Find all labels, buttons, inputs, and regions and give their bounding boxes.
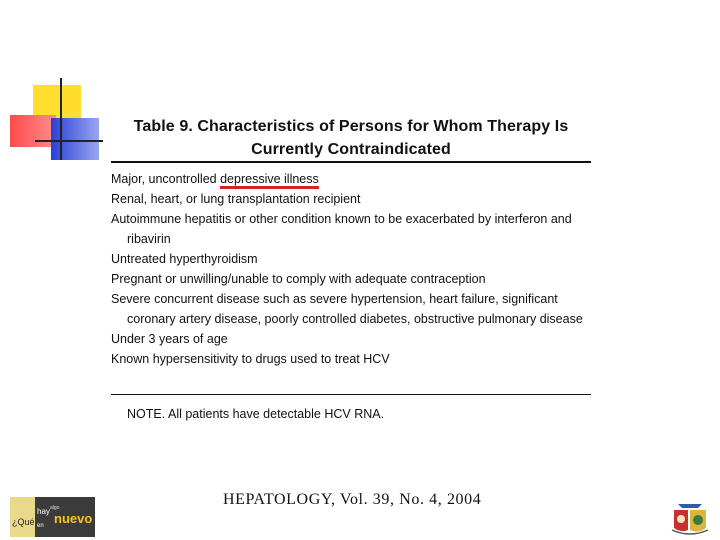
list-item: Autoimmune hepatitis or other condition known to be exacerbated by interferon and ribavirin — [111, 212, 572, 246]
logo-text-algo: algo — [50, 505, 60, 511]
list-item: Under 3 years of age — [111, 332, 228, 346]
logo-text-hay: hay — [37, 507, 50, 516]
decor-red-square — [10, 115, 56, 147]
decor-vertical-line — [60, 78, 62, 160]
logo-text-en: en — [37, 523, 44, 529]
table-note: NOTE. All patients have detectable HCV RNA. — [127, 407, 385, 421]
list-item: Renal, heart, or lung transplantation recipient — [111, 192, 361, 206]
table-title-line1: Table 9. Characteristics of Persons for Whom Therapy Is — [133, 118, 569, 135]
table-title-line2: Currently Contraindicated — [251, 141, 451, 158]
table-top-rule — [111, 161, 591, 163]
table-title — [112, 115, 590, 161]
logo-text-nuevo: nuevo — [54, 511, 93, 526]
journal-citation: HEPATOLOGY, Vol. 39, No. 4, 2004 — [223, 491, 482, 508]
table-bottom-rule — [111, 394, 591, 395]
decor-horizontal-line — [35, 140, 103, 142]
underlined-phrase: depressive illness — [220, 172, 319, 189]
list-item: Major, uncontrolled depressive illness — [111, 169, 596, 189]
list-item: Severe concurrent disease such as severe hypertension, heart failure, significant coronary artery disease, poorly controlled diabetes, obstructive pulmonary disease — [111, 292, 583, 326]
institution-crest-icon — [668, 500, 712, 536]
program-logo — [10, 497, 95, 537]
list-item: Known hypersensitivity to drugs used to treat HCV — [111, 352, 390, 366]
decor-blue-square — [51, 118, 99, 160]
list-item: Pregnant or unwilling/unable to comply with adequate contraception — [111, 272, 486, 286]
logo-text-que: ¿Qué — [12, 517, 35, 527]
contraindication-list — [111, 169, 596, 369]
list-item: Untreated hyperthyroidism — [111, 252, 258, 266]
